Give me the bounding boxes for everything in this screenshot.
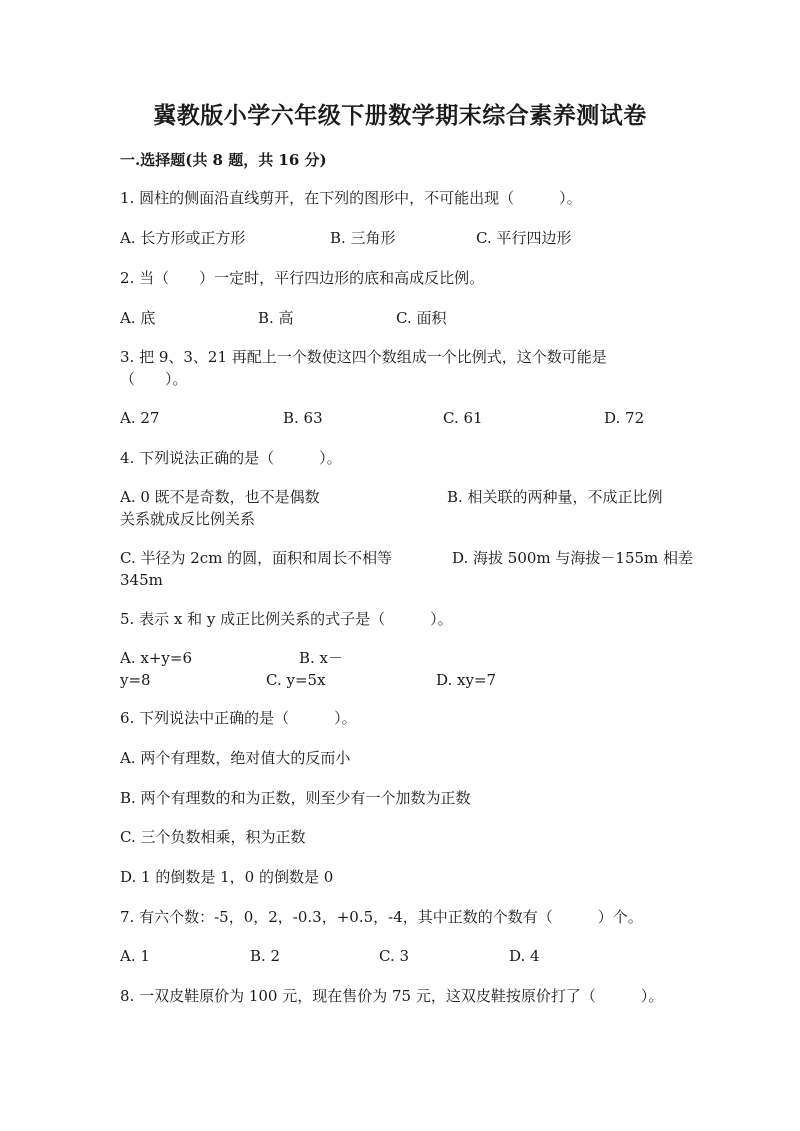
- question-5-option-a: A. x+y=6: [120, 649, 192, 667]
- question-7-option-a: A. 1: [120, 947, 150, 965]
- question-2-stem: 2. 当（ ）一定时，平行四边形的底和高成反比例。: [120, 269, 485, 287]
- page-title: 冀教版小学六年级下册数学期末综合素养测试卷: [153, 102, 647, 129]
- question-4-option-c: C. 半径为 2cm 的圆，面积和周长不相等: [120, 549, 393, 567]
- question-1-option-a: A. 长方形或正方形: [120, 229, 246, 247]
- question-4-option-b-line-2: 关系就成反比例关系: [120, 510, 256, 528]
- question-4-option-d-line-1: D. 海拔 500m 与海拔－155m 相差: [452, 549, 694, 567]
- question-4-stem: 4. 下列说法正确的是（ ）。: [120, 449, 342, 467]
- question-8-stem: 8. 一双皮鞋原价为 100 元，现在售价为 75 元，这双皮鞋按原价打了（ ）。: [120, 987, 664, 1005]
- question-3-stem-line-2: （ ）。: [120, 370, 188, 388]
- section-heading: 一.选择题(共 8 题，共 16 分): [120, 151, 327, 169]
- question-1-option-c: C. 平行四边形: [476, 229, 572, 247]
- question-5-option-d: D. xy=7: [436, 671, 497, 689]
- question-3-option-d: D. 72: [604, 409, 645, 427]
- question-6-option-c: C. 三个负数相乘，积为正数: [120, 828, 306, 846]
- question-4-option-a: A. 0 既不是奇数，也不是偶数: [120, 488, 320, 506]
- question-4-option-d-line-2: 345m: [120, 571, 163, 589]
- question-1-stem: 1. 圆柱的侧面沿直线剪开，在下列的图形中，不可能出现（ ）。: [120, 189, 582, 207]
- question-5-option-b-line-2: y=8: [120, 671, 151, 689]
- question-2-option-a: A. 底: [120, 309, 156, 327]
- question-5-stem: 5. 表示 x 和 y 成正比例关系的式子是（ ）。: [120, 610, 453, 628]
- question-6-option-b: B. 两个有理数的和为正数，则至少有一个加数为正数: [120, 789, 471, 807]
- question-1-option-b: B. 三角形: [330, 229, 396, 247]
- question-7-option-c: C. 3: [379, 947, 410, 965]
- question-3-option-a: A. 27: [120, 409, 160, 427]
- question-3-option-c: C. 61: [443, 409, 483, 427]
- question-7-option-d: D. 4: [509, 947, 540, 965]
- question-7-stem: 7. 有六个数：-5，0，2，-0.3，+0.5，-4，其中正数的个数有（ ）个。: [120, 908, 643, 926]
- question-2-option-c: C. 面积: [396, 309, 447, 327]
- question-2-option-b: B. 高: [258, 309, 294, 327]
- question-4-option-b-line-1: B. 相关联的两种量，不成正比例: [447, 488, 663, 506]
- question-6-option-a: A. 两个有理数，绝对值大的反而小: [120, 749, 351, 767]
- question-6-option-d: D. 1 的倒数是 1，0 的倒数是 0: [120, 868, 334, 886]
- question-5-option-c: C. y=5x: [266, 671, 326, 689]
- question-5-option-b-line-1: B. x－: [299, 649, 344, 667]
- question-7-option-b: B. 2: [250, 947, 281, 965]
- question-6-stem: 6. 下列说法中正确的是（ ）。: [120, 709, 357, 727]
- question-3-stem-line-1: 3. 把 9、3、21 再配上一个数使这四个数组成一个比例式，这个数可能是: [120, 348, 607, 366]
- question-3-option-b: B. 63: [283, 409, 323, 427]
